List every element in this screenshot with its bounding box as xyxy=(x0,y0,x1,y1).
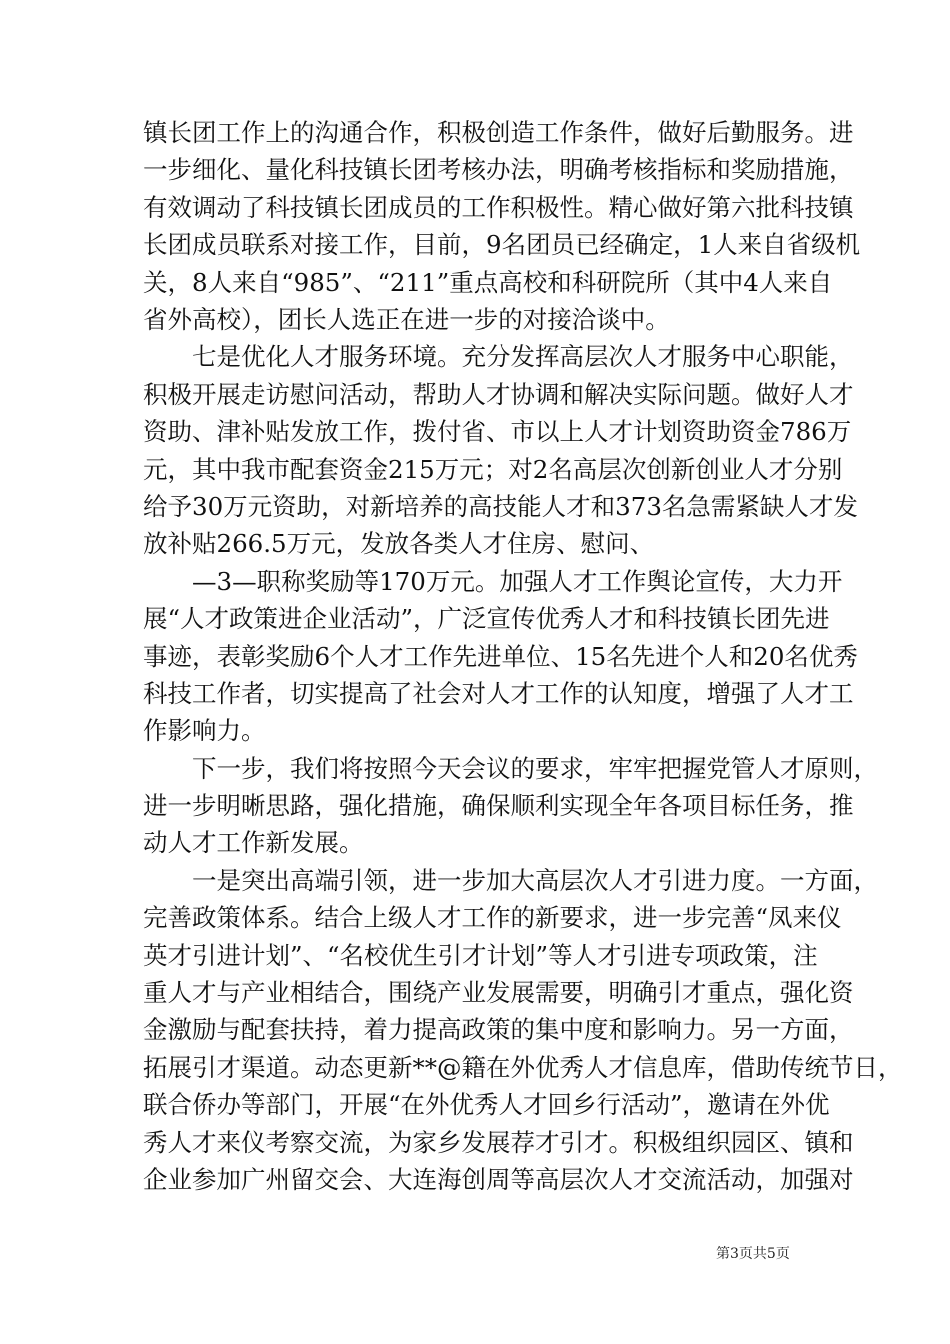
text-line: 进一步明晰思路，强化措施，确保顺利实现全年各项目标任务，推 xyxy=(143,791,854,820)
text-line: 英才引进计划”、“名校优生引才计划”等人才引进专项政策，注 xyxy=(143,941,818,970)
text-line: 重人才与产业相结合，围绕产业发展需要，明确引才重点，强化资 xyxy=(143,978,854,1007)
text-line: 科技工作者，切实提高了社会对人才工作的认知度，增强了人才工 xyxy=(143,679,854,708)
paragraph-start-line: —3—职称奖励等170万元。加强人才工作舆论宣传，大力开 xyxy=(192,567,843,596)
paragraph-start-line: 下一步，我们将按照今天会议的要求，牢牢把握党管人才原则， xyxy=(192,754,878,783)
text-line: 拓展引才渠道。动态更新**@籍在外优秀人才信息库，借助传统节日， xyxy=(143,1053,903,1082)
text-line: 秀人才来仪考察交流，为家乡发展荐才引才。积极组织园区、镇和 xyxy=(143,1128,854,1157)
text-line: 积极开展走访慰问活动，帮助人才协调和解决实际问题。做好人才 xyxy=(143,380,854,409)
text-line: 元，其中我市配套资金215万元；对2名高层次创新创业人才分别 xyxy=(143,455,843,484)
page-number-footer: 第3页共5页 xyxy=(716,1246,790,1262)
text-line: 放补贴266.5万元，发放各类人才住房、慰问、 xyxy=(143,529,655,558)
text-line: 完善政策体系。结合上级人才工作的新要求，进一步完善“凤来仪 xyxy=(143,903,842,932)
text-line: 长团成员联系对接工作，目前，9名团员已经确定，1人来自省级机 xyxy=(143,230,861,259)
text-line: 金激励与配套扶持，着力提高政策的集中度和影响力。另一方面， xyxy=(143,1015,854,1044)
text-line: 有效调动了科技镇长团成员的工作积极性。精心做好第六批科技镇 xyxy=(143,193,854,222)
text-line: 动人才工作新发展。 xyxy=(143,828,364,857)
text-line: 联合侨办等部门，开展“在外优秀人才回乡行活动”，邀请在外优 xyxy=(143,1090,830,1119)
paragraph-start-line: 一是突出高端引领，进一步加大高层次人才引进力度。一方面， xyxy=(192,866,878,895)
text-line: 企业参加广州留交会、大连海创周等高层次人才交流活动，加强对 xyxy=(143,1165,854,1194)
paragraph-start-line: 七是优化人才服务环境。充分发挥高层次人才服务中心职能， xyxy=(192,342,854,371)
text-line: 省外高校），团长人选正在进一步的对接洽谈中。 xyxy=(143,305,670,334)
text-line: 镇长团工作上的沟通合作，积极创造工作条件，做好后勤服务。进 xyxy=(143,118,854,147)
text-line: 一步细化、量化科技镇长团考核办法，明确考核指标和奖励措施， xyxy=(143,155,854,184)
text-line: 给予30万元资助，对新培养的高技能人才和373名急需紧缺人才发 xyxy=(143,492,858,521)
text-line: 资助、津补贴发放工作，拨付省、市以上人才计划资助资金786万 xyxy=(143,417,852,446)
text-line: 事迹，表彰奖励6个人才工作先进单位、15名先进个人和20名优秀 xyxy=(143,642,858,671)
text-line: 关，8人来自“985”、“211”重点高校和科研院所（其中4人来自 xyxy=(143,268,833,297)
text-line: 展“人才政策进企业活动”，广泛宣传优秀人才和科技镇长团先进 xyxy=(143,604,830,633)
text-line: 作影响力。 xyxy=(143,716,266,745)
